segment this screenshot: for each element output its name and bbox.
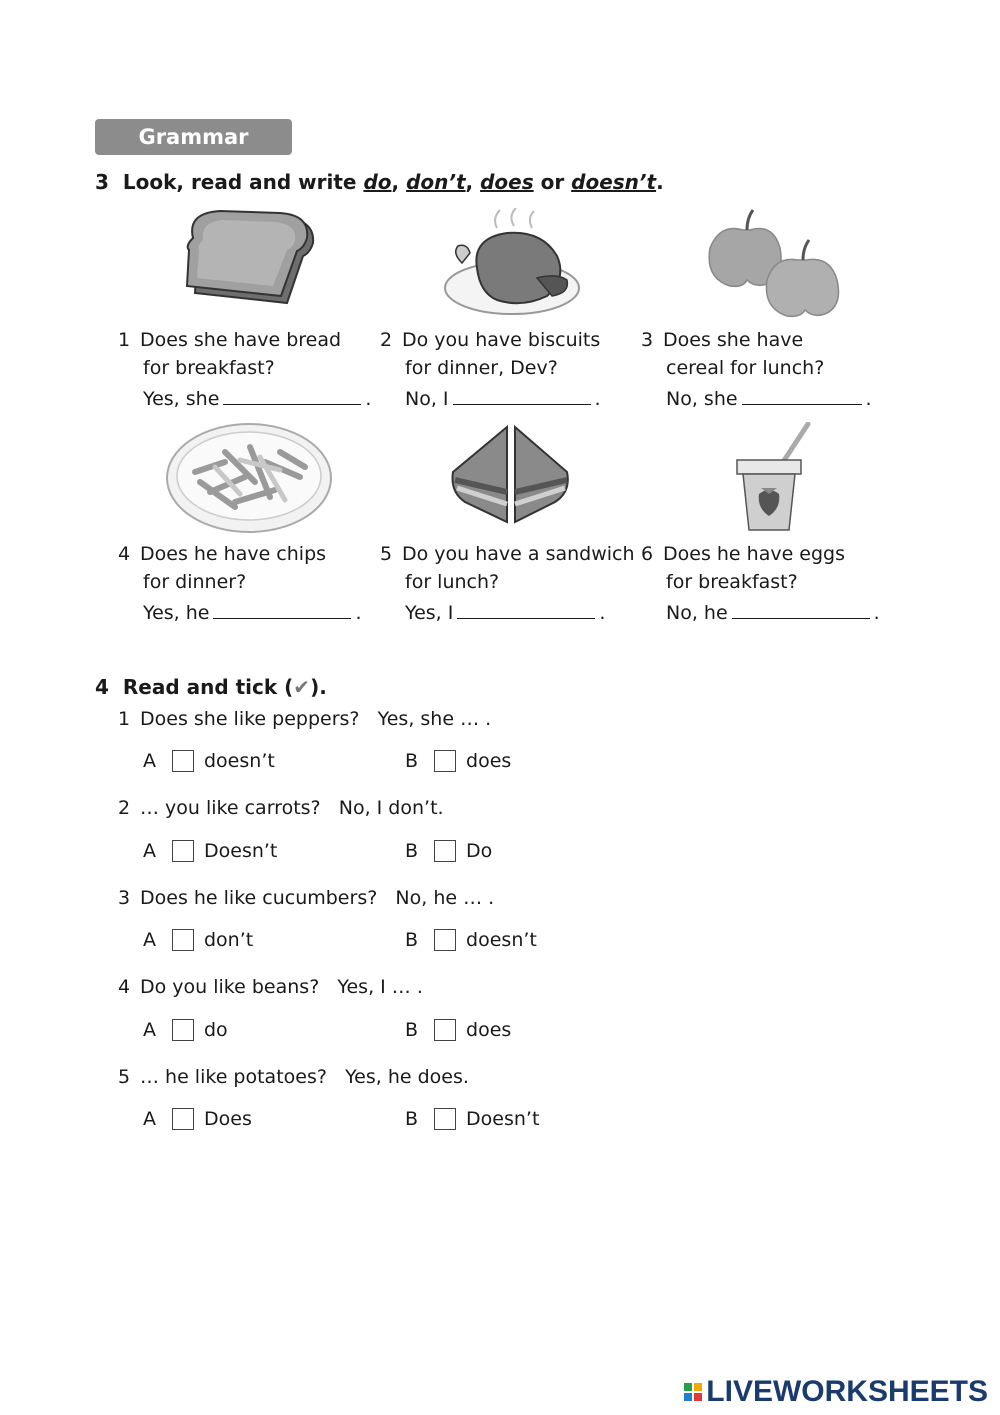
option-letter: A	[143, 1019, 156, 1041]
separator: ,	[391, 170, 407, 194]
answer-prefix: Yes, I	[405, 602, 454, 624]
answer-suffix: .	[594, 388, 601, 410]
apples-icon	[705, 208, 845, 323]
exercise-4-item-5	[118, 1066, 469, 1088]
exercise-3-heading	[95, 170, 664, 194]
sandwich-icon	[445, 422, 575, 537]
option-text: does	[466, 750, 512, 772]
answer-suffix: .	[355, 602, 362, 624]
option-text: does	[466, 1019, 512, 1041]
separator: ,	[465, 170, 481, 194]
checkbox[interactable]	[172, 750, 194, 772]
answer-suffix: .	[865, 388, 872, 410]
question-line-1: Do you have a sandwich	[402, 543, 635, 565]
option-text: doesn’t	[204, 750, 275, 772]
answer-prefix: No, I	[405, 388, 449, 410]
question-line-2: for lunch?	[405, 571, 500, 593]
answer-text: No, I don’t.	[338, 797, 444, 819]
option-a	[143, 929, 253, 951]
question-line-1: Does she have	[663, 329, 804, 351]
checkbox[interactable]	[172, 1108, 194, 1130]
answer-text: Yes, I … .	[337, 976, 423, 998]
logo-text: LIVEWORKSHEETS	[706, 1375, 988, 1408]
word-doesnt: doesn’t	[571, 170, 657, 194]
option-letter: B	[405, 929, 419, 951]
option-b	[405, 929, 537, 951]
answer-text: Yes, he does.	[345, 1066, 469, 1088]
checkbox[interactable]	[434, 1108, 456, 1130]
option-a	[143, 1108, 252, 1130]
option-b	[405, 1019, 511, 1041]
answer-prefix: Yes, he	[143, 602, 210, 624]
option-a	[143, 840, 277, 862]
period: .	[656, 170, 664, 194]
answer-blank[interactable]	[732, 602, 870, 619]
chicken-icon	[442, 208, 582, 318]
item-number: 4	[118, 543, 131, 565]
exercise-number: 4	[95, 675, 109, 699]
option-text: doesn’t	[466, 929, 537, 951]
answer-text: No, he … .	[395, 887, 495, 909]
answer-text: Yes, she … .	[377, 708, 492, 730]
answer-suffix: .	[873, 602, 880, 624]
chips-icon	[165, 422, 333, 534]
answer-prefix: No, he	[666, 602, 728, 624]
item-number: 5	[118, 1066, 131, 1088]
question-text: Does he like cucumbers?	[140, 887, 378, 909]
checkbox[interactable]	[172, 929, 194, 951]
question-line-2: for breakfast?	[666, 571, 798, 593]
answer-blank[interactable]	[213, 602, 351, 619]
option-letter: A	[143, 929, 156, 951]
option-a	[143, 750, 275, 772]
answer-prefix: Yes, she	[143, 388, 220, 410]
tick-icon: ✔	[293, 675, 311, 699]
exercise-4-item-1	[118, 708, 491, 730]
exercise-4-heading	[95, 675, 327, 699]
liveworksheets-logo	[684, 1375, 988, 1409]
exercise-3-item-4	[118, 540, 362, 627]
checkbox[interactable]	[172, 1019, 194, 1041]
option-letter: A	[143, 1108, 156, 1130]
exercise-3-item-2	[380, 326, 601, 413]
bread-icon	[175, 208, 325, 318]
exercise-3-item-5	[380, 540, 635, 627]
exercise-number: 3	[95, 170, 109, 194]
instruction-end: ).	[310, 675, 327, 699]
question-line-2: for dinner, Dev?	[405, 357, 558, 379]
answer-blank[interactable]	[457, 602, 595, 619]
checkbox[interactable]	[434, 1019, 456, 1041]
option-text: Doesn’t	[204, 840, 278, 862]
item-number: 3	[641, 329, 654, 351]
question-line-2: for dinner?	[143, 571, 247, 593]
answer-prefix: No, she	[666, 388, 738, 410]
item-number: 6	[641, 543, 654, 565]
option-letter: B	[405, 1108, 419, 1130]
separator: or	[533, 170, 572, 194]
exercise-3-item-6	[641, 540, 880, 627]
section-tab-grammar: Grammar	[95, 119, 292, 155]
item-number: 1	[118, 329, 131, 351]
option-a	[143, 1019, 228, 1041]
option-text: Doesn’t	[466, 1108, 540, 1130]
option-letter: B	[405, 750, 419, 772]
answer-blank[interactable]	[742, 388, 862, 405]
word-dont: don’t	[406, 170, 466, 194]
word-do: do	[363, 170, 392, 194]
logo-blocks-icon	[684, 1383, 702, 1401]
option-b	[405, 840, 492, 862]
option-b	[405, 750, 511, 772]
answer-blank[interactable]	[223, 388, 361, 405]
option-text: Do	[466, 840, 493, 862]
checkbox[interactable]	[434, 750, 456, 772]
item-number: 3	[118, 887, 131, 909]
option-letter: A	[143, 840, 156, 862]
question-line-1: Does he have eggs	[663, 543, 846, 565]
exercise-4-item-2	[118, 797, 444, 819]
question-line-2: for breakfast?	[143, 357, 275, 379]
yogurt-icon	[733, 422, 813, 534]
checkbox[interactable]	[434, 840, 456, 862]
answer-suffix: .	[599, 602, 606, 624]
answer-suffix: .	[365, 388, 372, 410]
question-text: … you like carrots?	[140, 797, 321, 819]
option-letter: B	[405, 1019, 419, 1041]
checkbox[interactable]	[434, 929, 456, 951]
option-text: Does	[204, 1108, 252, 1130]
instruction-text: Read and tick (	[122, 675, 294, 699]
checkbox[interactable]	[172, 840, 194, 862]
question-text: … he like potatoes?	[140, 1066, 327, 1088]
item-number: 5	[380, 543, 393, 565]
exercise-3-item-3	[641, 326, 872, 413]
item-number: 4	[118, 976, 131, 998]
question-text: Do you like beans?	[140, 976, 320, 998]
question-line-1: Does he have chips	[140, 543, 327, 565]
exercise-4-item-4	[118, 976, 423, 998]
option-letter: B	[405, 840, 419, 862]
option-text: do	[204, 1019, 228, 1041]
item-number: 2	[380, 329, 393, 351]
item-number: 2	[118, 797, 131, 819]
question-line-2: cereal for lunch?	[666, 357, 825, 379]
question-line-1: Does she have bread	[140, 329, 342, 351]
option-letter: A	[143, 750, 156, 772]
exercise-4-item-3	[118, 887, 494, 909]
answer-blank[interactable]	[453, 388, 591, 405]
question-line-1: Do you have biscuits	[402, 329, 601, 351]
item-number: 1	[118, 708, 131, 730]
word-does: does	[480, 170, 534, 194]
option-text: don’t	[204, 929, 254, 951]
question-text: Does she like peppers?	[140, 708, 360, 730]
instruction-text: Look, read and write	[122, 170, 364, 194]
option-b	[405, 1108, 539, 1130]
exercise-3-item-1	[118, 326, 371, 413]
